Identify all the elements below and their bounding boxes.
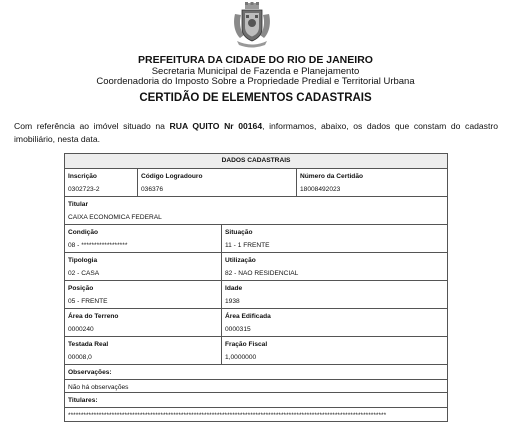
coat-of-arms-icon [232,2,272,48]
value-condicao: 08 - ****************** [68,242,128,249]
value-observacoes: Não há observações [68,384,129,391]
value-tipologia: 02 - CASA [68,270,100,277]
field-titulares-value [65,407,447,421]
intro-text-after: , informamos, abaixo, os dados que constam do cadastro imobiliário, nesta data. [14,121,498,144]
property-address: RUA QUITO Nr 00164 [169,121,263,131]
value-idade: 1938 [225,298,240,305]
value-fracao-fiscal: 1,0000000 [225,354,257,361]
label-titulares: Titulares: [68,397,98,404]
value-situacao: 11 - 1 FRENTE [225,242,270,249]
row-observacoes [65,365,447,393]
value-utilizacao: 82 - NAO RESIDENCIAL [225,270,299,277]
field-testada-real [65,337,221,364]
field-numero-certidao [296,169,447,196]
label-observacoes: Observações: [68,369,112,376]
label-idade: Idade [225,285,243,292]
field-area-terreno [65,309,221,336]
label-titular: Titular [68,201,89,208]
field-observacoes-value [65,379,447,393]
value-area-terreno: 0000240 [68,326,94,333]
card-heading: DADOS CADASTRAIS [65,154,447,169]
field-posicao [65,281,221,308]
row-testada [65,337,447,365]
intro-paragraph [14,120,498,146]
label-fracao-fiscal: Fração Fiscal [225,341,268,348]
value-testada-real: 00008,0 [68,354,92,361]
row-titulares [65,393,447,421]
value-numero-certidao: 18008492023 [300,186,341,193]
value-codigo-logradouro: 036376 [141,186,164,193]
label-posicao: Posição [68,285,94,292]
field-titular [65,197,447,224]
value-titulares: **************************************************************************************************************************** [68,412,387,419]
field-situacao [221,225,447,252]
field-area-edificada [221,309,447,336]
label-condicao: Condição [68,229,99,236]
label-utilizacao: Utilização [225,257,256,264]
field-idade [221,281,447,308]
field-utilizacao [221,253,447,280]
value-area-edificada: 0000315 [225,326,251,333]
field-observacoes-label [65,365,447,379]
label-testada-real: Testada Real [68,341,109,348]
label-numero-certidao: Número da Certidão [300,173,364,180]
row-areas [65,309,447,337]
row-titular [65,197,447,225]
row-posicao [65,281,447,309]
row-tipologia [65,253,447,281]
field-fracao-fiscal [221,337,447,364]
label-area-terreno: Área do Terreno [68,313,119,320]
secretariat-name: Secretaria Municipal de Fazenda e Planejamento [151,66,360,77]
label-area-edificada: Área Edificada [225,313,271,320]
cadastral-data-card [64,153,448,422]
label-codigo-logradouro: Código Logradouro [141,173,203,180]
field-codigo-logradouro [137,169,296,196]
label-tipologia: Tipologia [68,257,98,264]
value-posicao: 05 - FRENTE [68,298,108,305]
coordination-name: Coordenadoria do Imposto Sobre a Propriedade Predial e Territorial Urbana [96,76,415,87]
field-titulares-label [65,393,447,407]
document-title: CERTIDÃO DE ELEMENTOS CADASTRAIS [139,92,372,104]
label-situacao: Situação [225,229,253,236]
row-inscricao [65,169,447,197]
row-condicao [65,225,447,253]
value-titular: CAIXA ECONOMICA FEDERAL [68,214,162,221]
field-condicao [65,225,221,252]
field-inscricao [65,169,137,196]
city-hall-name: PREFEITURA DA CIDADE DO RIO DE JANEIRO [138,54,373,66]
field-tipologia [65,253,221,280]
value-inscricao: 0302723-2 [68,186,100,193]
label-inscricao: Inscrição [68,173,97,180]
intro-text-before: Com referência ao imóvel situado na [14,121,170,131]
